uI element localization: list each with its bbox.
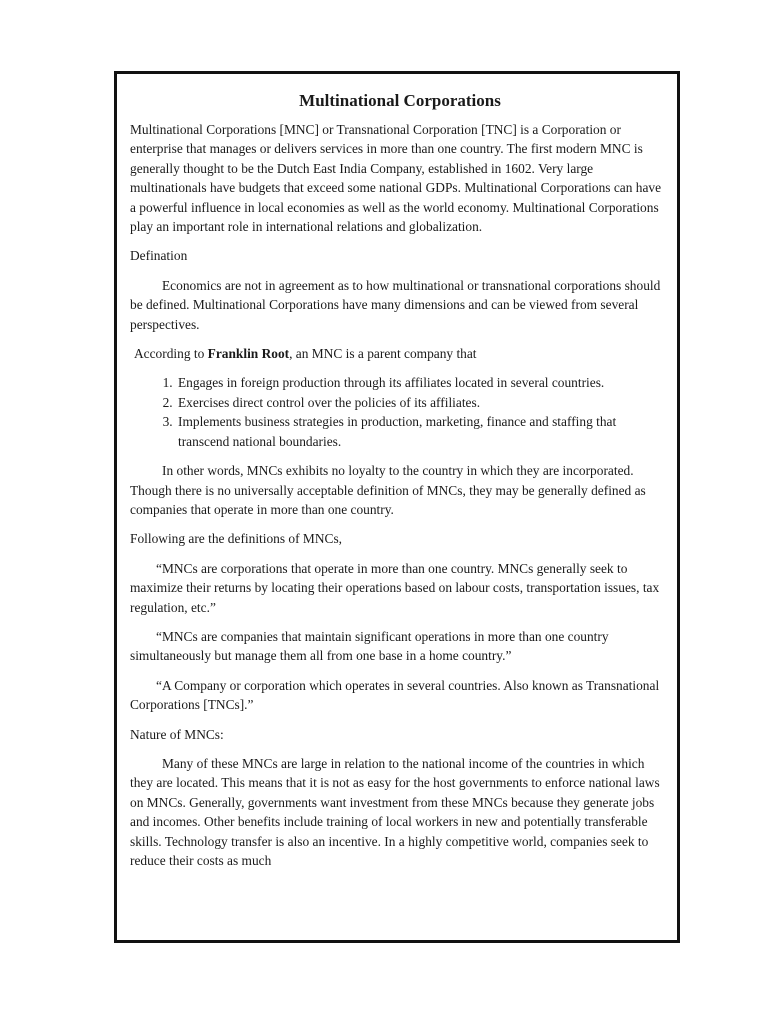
- author-name: Franklin Root: [207, 346, 290, 362]
- document-body: [130, 90, 670, 880]
- document-page: [114, 71, 680, 943]
- other-words-paragraph: In other words, MNCs exhibits no loyalty to the country in which they are incorporated. Though there is no universally acceptable definition of MNCs, they may be generally defined as companies that operate in more than one country.: [130, 463, 646, 517]
- following-heading: Following are the definitions of MNCs,: [130, 531, 343, 547]
- root-definition-list: [130, 373, 670, 451]
- nature-heading: Nature of MNCs:: [130, 726, 224, 742]
- according-suffix: , an MNC is a parent company that: [289, 346, 477, 362]
- definition-quote: “A Company or corporation which operates in several countries. Also known as Transnational Corporations [TNCs].”: [130, 677, 660, 713]
- according-paragraph: [130, 344, 670, 363]
- definition-paragraph: Economics are not in agreement as to how multinational or transnational corporations should be defined. Multinational Corporations have many dimensions and can be viewed from several perspectives.: [130, 277, 661, 332]
- according-prefix: According to: [134, 346, 208, 362]
- definition-heading: Defination: [130, 248, 188, 264]
- list-item: 3. Implements business strategies in production, marketing, finance and staffing that transcend national boundaries.: [176, 412, 670, 451]
- definition-quote: “MNCs are corporations that operate in more than one country. MNCs generally seek to maximize their returns by locating their operations based on labour costs, transportation issues, tax regulation, etc.”: [130, 560, 660, 615]
- nature-paragraph: Many of these MNCs are large in relation to the national income of the countries in which they are located. This means that it is not as easy for the host governments to enforce national laws on MNCs. Generally, governments want investment from these MNCs because they generate jobs and incomes. Other benefits include training of local workers in new and potentially transferable skills. Technology transfer is also an incentive. In a highly competitive world, companies seek to reduce their costs as much: [130, 755, 660, 868]
- list-item: 2. Exercises direct control over the policies of its affiliates.: [176, 393, 670, 412]
- definition-quote: “MNCs are companies that maintain significant operations in more than one country simultaneously but manage them all from one base in a home country.”: [130, 628, 609, 664]
- list-item: 1. Engages in foreign production through its affiliates located in several countries.: [176, 373, 670, 392]
- document-title: Multinational Corporations: [299, 91, 501, 110]
- intro-paragraph: Multinational Corporations [MNC] or Transnational Corporation [TNC] is a Corporation or enterprise that manages or delivers services in more than one country. The first modern MNC is generally thought to be the Dutch East India Company, established in 1602. Very large multinationals have budgets that exceed some national GDPs. Multinational Corporations can have a powerful influence in local economies as well as the world economy. Multinational Corporations play an important role in international relations and globalization.: [130, 122, 662, 235]
